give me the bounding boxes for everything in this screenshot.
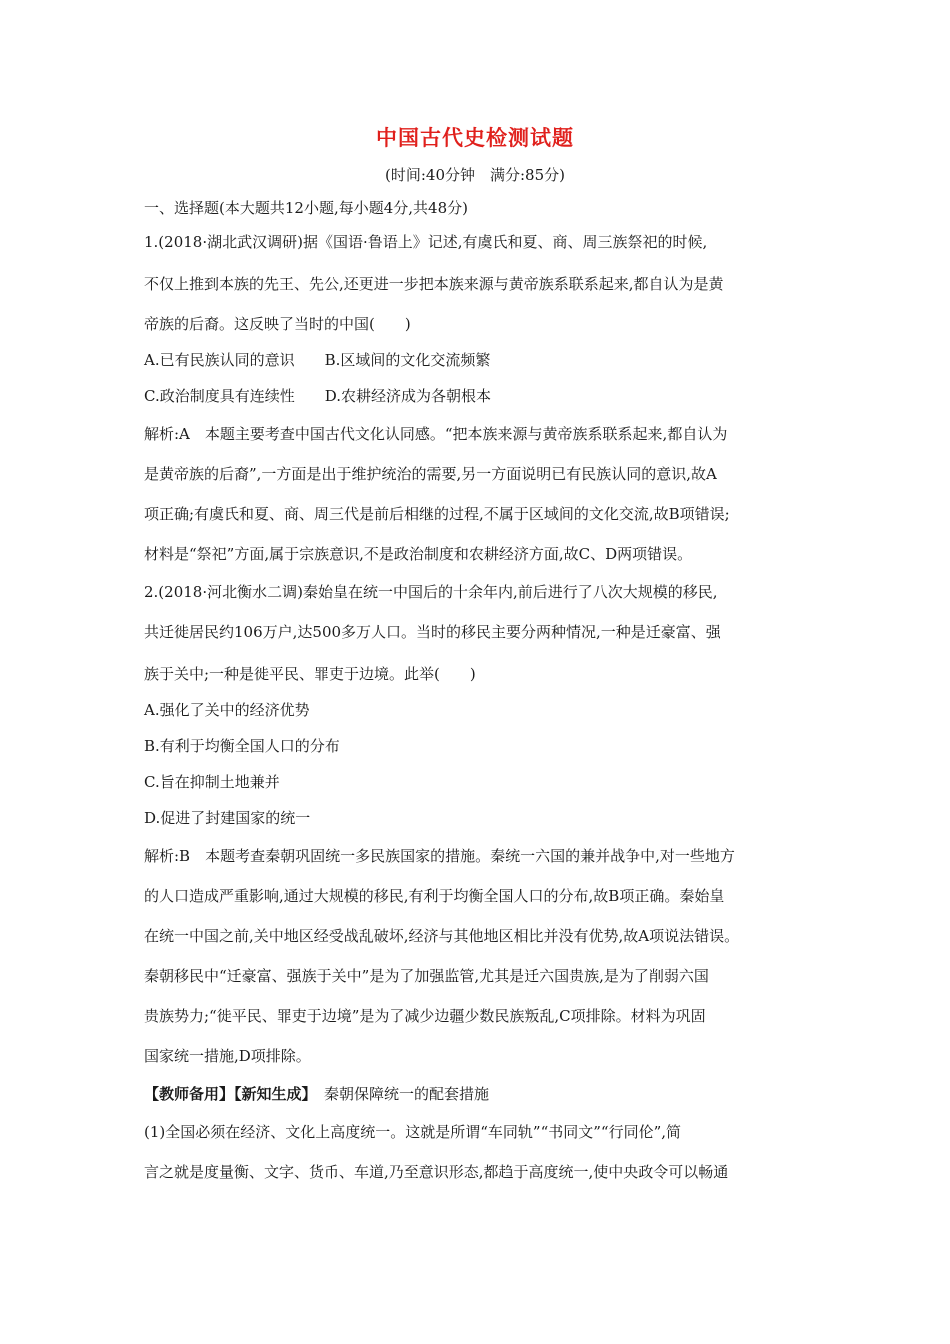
q1-analysis-line: 是黄帝族的后裔”,一方面是出于维护统治的需要,另一方面说明已有民族认同的意识,故A (144, 465, 717, 483)
page-title: 中国古代史检测试题 (376, 126, 574, 150)
q2-option: A.强化了关中的经济优势 (144, 701, 310, 719)
q2-stem-line: 2.(2018·河北衡水二调)秦始皇在统一中国后的十余年内,前后进行了八次大规模的移民, (144, 583, 718, 601)
q2-option: D.促进了封建国家的统一 (144, 809, 311, 827)
q2-stem-line: 族于关中;一种是徙平民、罪吏于边境。此举( ) (144, 665, 476, 683)
teacher-note-line: 言之就是度量衡、文字、货币、车道,乃至意识形态,都趋于高度统一,使中央政令可以畅通 (144, 1163, 729, 1181)
q1-stem-line: 帝族的后裔。这反映了当时的中国( ) (144, 315, 411, 333)
teacher-note-title: 秦朝保障统一的配套措施 (324, 1085, 490, 1103)
q1-stem-line: 不仅上推到本族的先王、先公,还更进一步把本族来源与黄帝族系联系起来,都自认为是黄 (144, 275, 724, 293)
q2-option: C.旨在抑制土地兼并 (144, 773, 280, 791)
q2-option: B.有利于均衡全国人口的分布 (144, 737, 340, 755)
q2-analysis-line: 贵族势力;“徙平民、罪吏于边境”是为了减少边疆少数民族叛乱,C项排除。材料为巩固 (144, 1007, 706, 1025)
q1-options-row: C.政治制度具有连续性 D.农耕经济成为各朝根本 (144, 387, 491, 405)
q2-analysis-line: 在统一中国之前,关中地区经受战乱破坏,经济与其他地区相比并没有优势,故A项说法错误。 (144, 927, 740, 945)
q2-analysis-line: 国家统一措施,D项排除。 (144, 1047, 311, 1065)
q2-analysis-line: 秦朝移民中“迁豪富、强族于关中”是为了加强监管,尤其是迁六国贵族,是为了削弱六国 (144, 967, 709, 985)
section-heading: 一、选择题(本大题共12小题,每小题4分,共48分) (144, 199, 468, 217)
q1-options-row: A.已有民族认同的意识 B.区域间的文化交流频繁 (144, 351, 491, 369)
q2-analysis-line: 解析:B 本题考查秦朝巩固统一多民族国家的措施。秦统一六国的兼并战争中,对一些地方 (144, 847, 735, 865)
q2-analysis-line: 的人口造成严重影响,通过大规模的移民,有利于均衡全国人口的分布,故B项正确。秦始皇 (144, 887, 725, 905)
teacher-note-line: (1)全国必须在经济、文化上高度统一。这就是所谓“车同轨”“书同文”“行同伦”,简 (144, 1123, 682, 1141)
q1-stem-line: 1.(2018·湖北武汉调研)据《国语·鲁语上》记述,有虞氏和夏、商、周三族祭祀的时候, (144, 233, 708, 251)
teacher-note-tags: 【教师备用】【新知生成】 (144, 1085, 310, 1103)
q1-analysis-line: 项正确;有虞氏和夏、商、周三代是前后相继的过程,不属于区域间的文化交流,故B项错误; (144, 505, 730, 523)
q1-analysis-line: 材料是“祭祀”方面,属于宗族意识,不是政治制度和农耕经济方面,故C、D两项错误。 (144, 545, 693, 563)
teacher-note-heading (144, 1084, 489, 1104)
page-subtitle: (时间:40分钟 满分:85分) (385, 166, 565, 184)
q1-analysis-line: 解析:A 本题主要考查中国古代文化认同感。“把本族来源与黄帝族系联系起来,都自认为 (144, 425, 728, 443)
q2-stem-line: 共迁徙居民约106万户,达500多万人口。当时的移民主要分两种情况,一种是迁豪富、强 (144, 623, 721, 641)
